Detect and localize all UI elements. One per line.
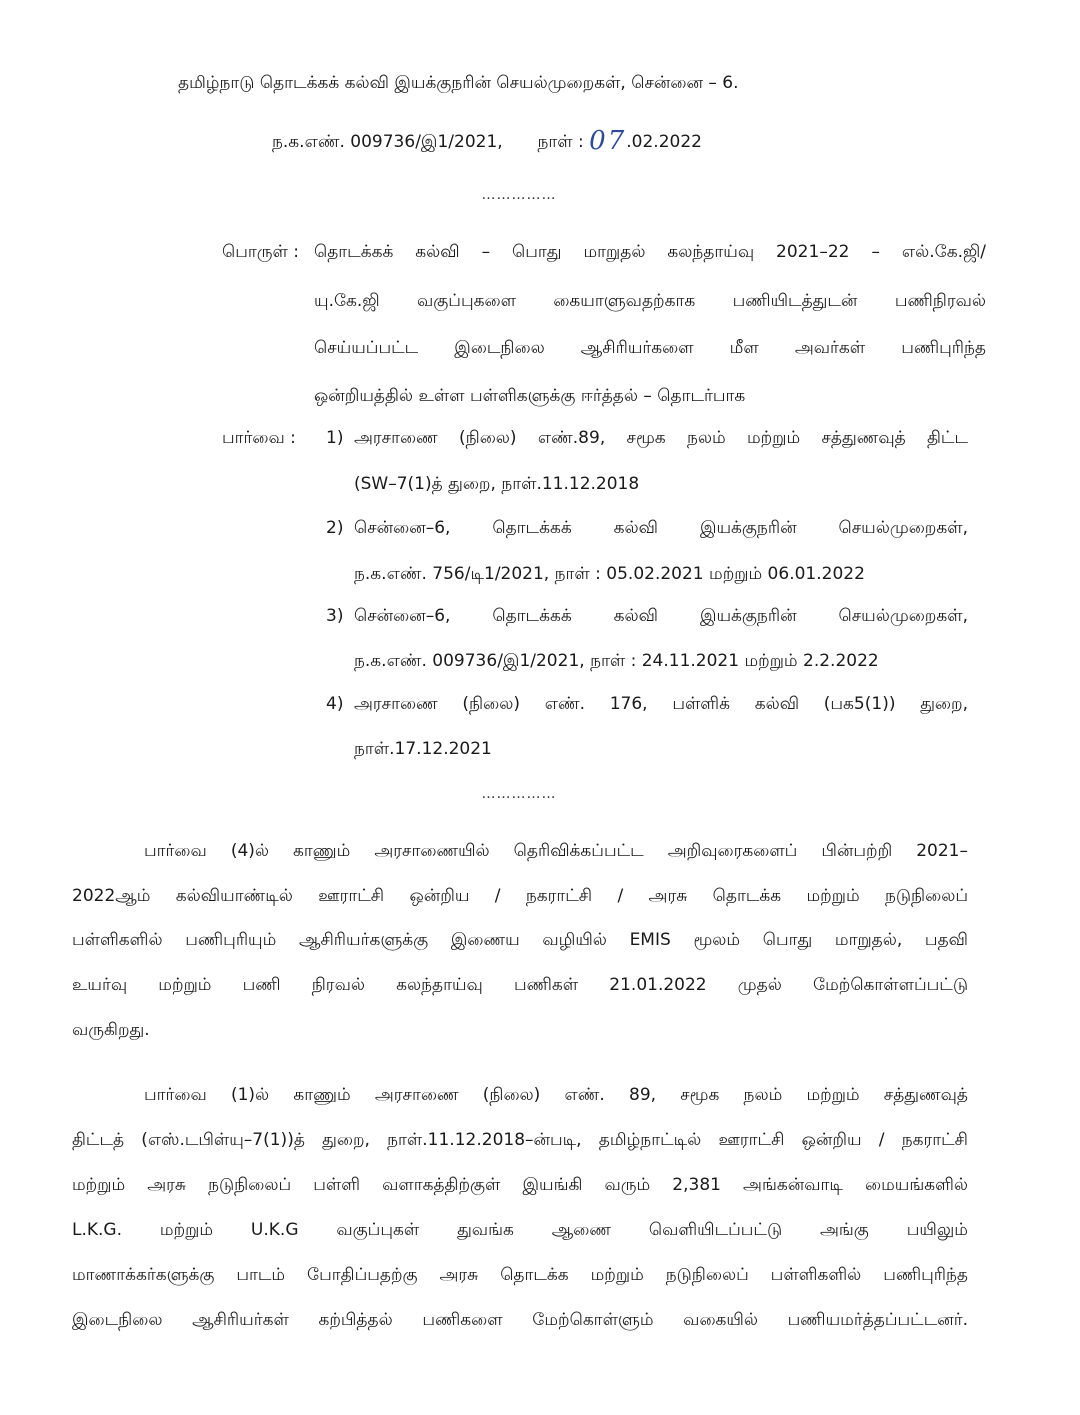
reference-line bbox=[272, 126, 702, 156]
date-handwritten-day: 07 bbox=[589, 126, 627, 156]
reference-2-number: 2) bbox=[326, 518, 344, 538]
reference-4-line-1: அரசாணை (நிலை) எண். 176, பள்ளிக் கல்வி (பக5(1)) துறை, bbox=[354, 694, 968, 714]
reference-1-line-1: அரசாணை (நிலை) எண்.89, சமூக நலம் மற்றும் சத்துணவுத் திட்ட bbox=[354, 428, 968, 448]
reference-3-number: 3) bbox=[326, 606, 344, 626]
separator-top: …………… bbox=[481, 187, 557, 203]
reference-4-number: 4) bbox=[326, 694, 344, 714]
paragraph-1-line-1: பார்வை (4)ல் காணும் அரசாணையில் தெரிவிக்கப்பட்ட அறிவுரைகளைப் பின்பற்றி 2021– bbox=[144, 841, 968, 861]
reference-4-line-2: நாள்.17.12.2021 bbox=[354, 739, 492, 759]
subject-line-1: தொடக்கக் கல்வி – பொது மாறுதல் கலந்தாய்வு 2021–22 – எல்.கே.ஜி/ bbox=[314, 242, 986, 262]
paragraph-2-line-6: இடைநிலை ஆசிரியர்கள் கற்பித்தல் பணிகளை மேற்கொள்ளும் வகையில் பணியமர்த்தப்பட்டனர். bbox=[72, 1310, 968, 1330]
subject-line-2: யு.கே.ஜி வகுப்புகளை கையாளுவதற்காக பணியிடத்துடன் பணிநிரவல் bbox=[314, 291, 986, 311]
paragraph-1-line-2: 2022ஆம் கல்வியாண்டில் ஊராட்சி ஒன்றிய / நகராட்சி / அரசு தொடக்க மற்றும் நடுநிலைப் bbox=[72, 886, 968, 906]
paragraph-2-line-3: மற்றும் அரசு நடுநிலைப் பள்ளி வளாகத்திற்குள் இயங்கி வரும் 2,381 அங்கன்வாடி மையங்களில் bbox=[72, 1175, 968, 1195]
paragraph-1-line-4: உயர்வு மற்றும் பணி நிரவல் கலந்தாய்வு பணிகள் 21.01.2022 முதல் மேற்கொள்ளப்பட்டு bbox=[72, 975, 968, 995]
paragraph-2-line-2: திட்டத் (எஸ்.டபிள்யு–7(1))த் துறை, நாள்.11.12.2018–ன்படி, தமிழ்நாட்டில் ஊராட்சி ஒன்றிய / நகராட்சி bbox=[72, 1130, 968, 1150]
separator-bottom: …………… bbox=[481, 786, 557, 802]
subject-line-4: ஒன்றியத்தில் உள்ள பள்ளிகளுக்கு ஈர்த்தல் – தொடர்பாக bbox=[314, 386, 746, 406]
reference-2-line-1: சென்னை–6, தொடக்கக் கல்வி இயக்குநரின் செயல்முறைகள், bbox=[354, 518, 968, 538]
reference-2-line-2: ந.க.எண். 756/டி1/2021, நாள் : 05.02.2021 மற்றும் 06.01.2022 bbox=[354, 564, 865, 584]
paragraph-2-line-4: L.K.G. மற்றும் U.K.G வகுப்புகள் துவங்க ஆணை வெளியிடப்பட்டு அங்கு பயிலும் bbox=[72, 1220, 968, 1240]
reference-1-line-2: (SW–7(1)த் துறை, நாள்.11.12.2018 bbox=[354, 474, 640, 494]
paragraph-2-line-5: மாணாக்கர்களுக்கு பாடம் போதிப்பதற்கு அரசு தொடக்க மற்றும் நடுநிலைப் பள்ளிகளில் பணிபுரிந்த bbox=[72, 1265, 968, 1285]
references-label: பார்வை : bbox=[222, 428, 296, 448]
paragraph-1-line-5: வருகிறது. bbox=[72, 1020, 150, 1040]
ref-label: ந.க.எண். bbox=[272, 132, 345, 152]
date-label: நாள் : bbox=[537, 132, 584, 152]
reference-3-line-2: ந.க.எண். 009736/இ1/2021, நாள் : 24.11.2021 மற்றும் 2.2.2022 bbox=[354, 651, 879, 671]
reference-1-number: 1) bbox=[326, 428, 344, 448]
office-title: தமிழ்நாடு தொடக்கக் கல்வி இயக்குநரின் செயல்முறைகள், சென்னை – 6. bbox=[178, 73, 739, 93]
reference-3-line-1: சென்னை–6, தொடக்கக் கல்வி இயக்குநரின் செயல்முறைகள், bbox=[354, 606, 968, 626]
date-rest: .02.2022 bbox=[626, 132, 702, 152]
ref-number: 009736/இ1/2021, bbox=[350, 132, 503, 152]
subject-line-3: செய்யப்பட்ட இடைநிலை ஆசிரியர்களை மீள அவர்கள் பணிபுரிந்த bbox=[314, 338, 986, 358]
paragraph-1-line-3: பள்ளிகளில் பணிபுரியும் ஆசிரியர்களுக்கு இணைய வழியில் EMIS மூலம் பொது மாறுதல், பதவி bbox=[72, 930, 968, 950]
paragraph-2-line-1: பார்வை (1)ல் காணும் அரசாணை (நிலை) எண். 89, சமூக நலம் மற்றும் சத்துணவுத் bbox=[144, 1085, 968, 1105]
subject-label: பொருள் : bbox=[222, 242, 299, 262]
